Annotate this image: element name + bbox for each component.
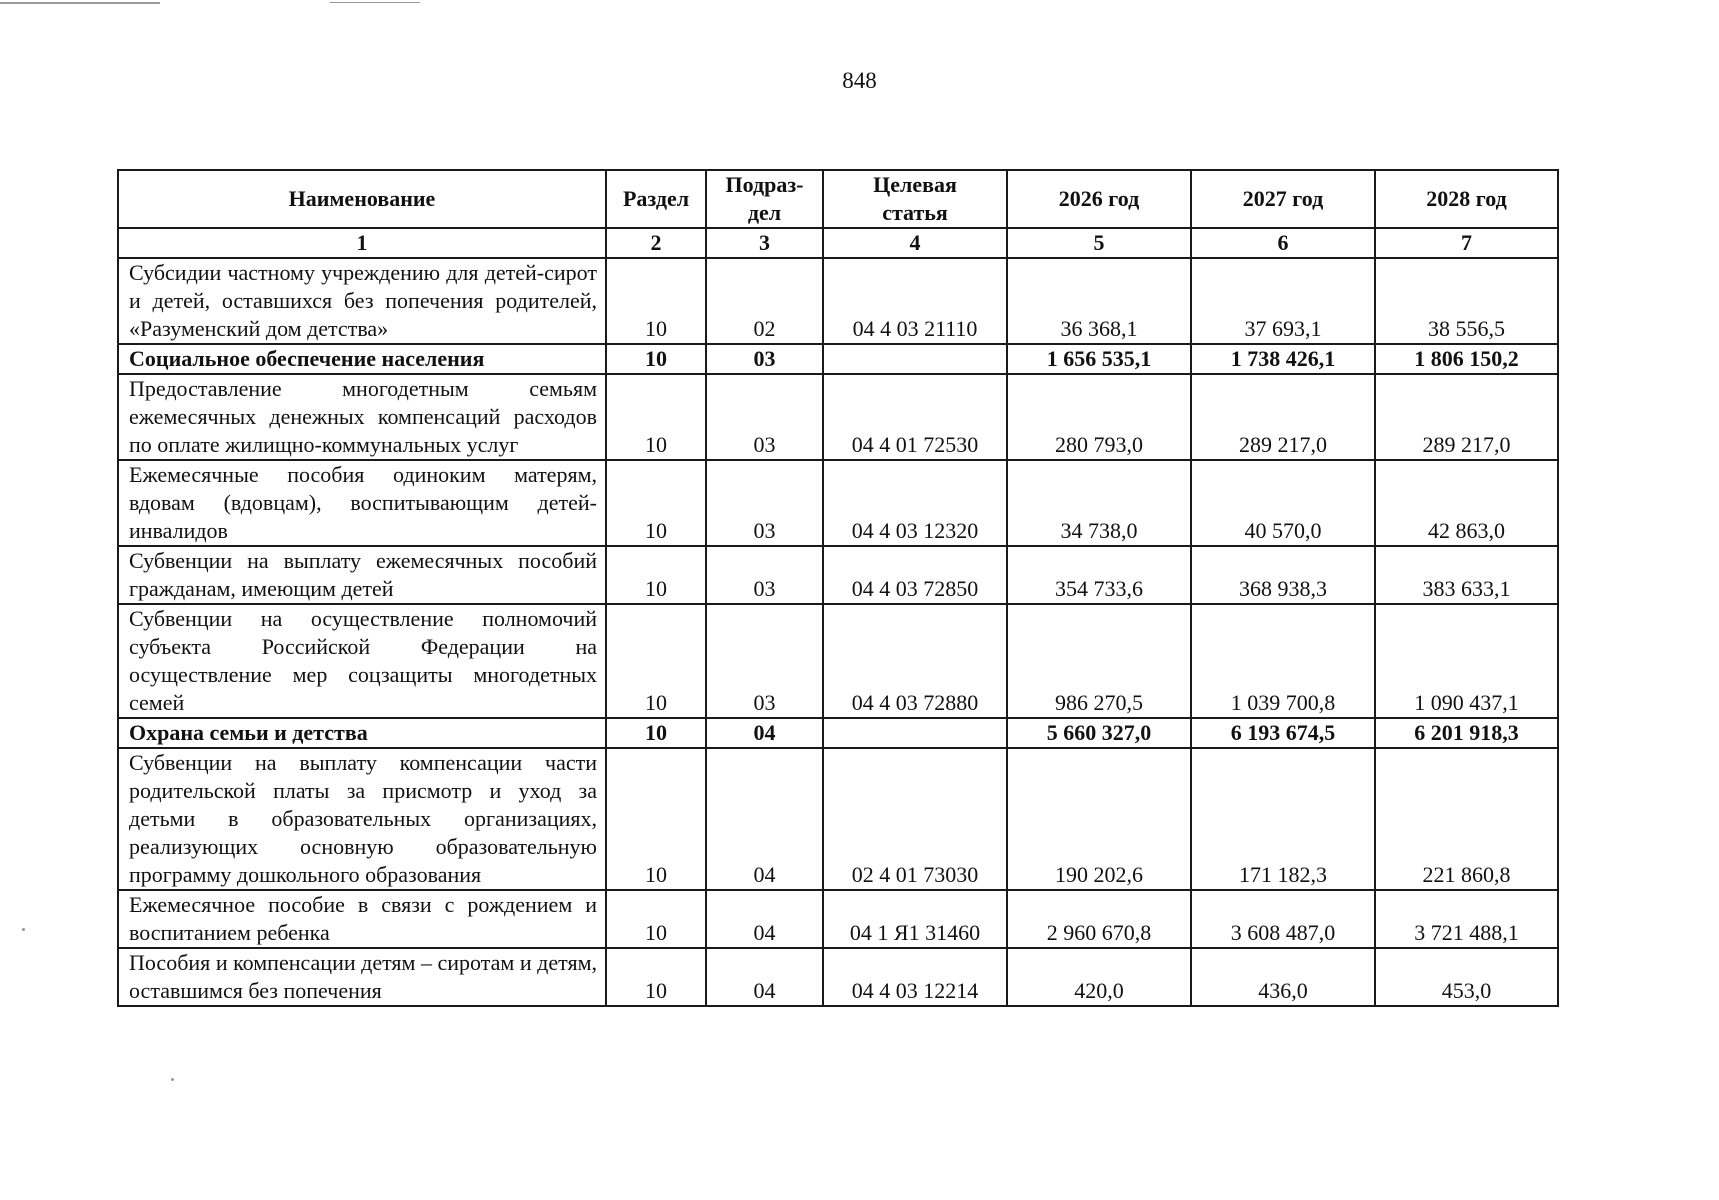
row-2028: 1 806 150,2 (1375, 344, 1558, 374)
table-row (118, 374, 1558, 460)
row-2026: 2 960 670,8 (1007, 890, 1191, 948)
row-2027: 40 570,0 (1191, 460, 1375, 546)
column-number: 7 (1375, 228, 1558, 258)
row-section: 10 (606, 948, 706, 1006)
row-section: 10 (606, 748, 706, 890)
table-row (118, 460, 1558, 546)
header-section: Раздел (606, 170, 706, 228)
row-name: Социальное обеспечение населения (118, 344, 606, 374)
budget-table (117, 169, 1559, 1007)
row-name: Субвенции на выплату ежемесячных пособий гражданам, имеющим детей (118, 546, 606, 604)
row-2026: 280 793,0 (1007, 374, 1191, 460)
scan-artifact-dot (171, 1078, 174, 1081)
row-2028: 38 556,5 (1375, 258, 1558, 344)
row-target: 04 4 03 12320 (823, 460, 1007, 546)
row-name: Субвенции на выплату компенсации части родительской платы за присмотр и уход за детьми в образовательных организациях, реализующих основную образовательную программу дошкольного образования (118, 748, 606, 890)
row-target (823, 344, 1007, 374)
row-section: 10 (606, 374, 706, 460)
row-section: 10 (606, 546, 706, 604)
header-2028: 2028 год (1375, 170, 1558, 228)
row-target: 04 4 01 72530 (823, 374, 1007, 460)
row-subsection: 04 (706, 948, 823, 1006)
row-name: Субсидии частному учреждению для детей-сирот и детей, оставшихся без попечения родителей, «Разуменский дом детства» (118, 258, 606, 344)
column-number-row (118, 228, 1558, 258)
row-subsection: 03 (706, 604, 823, 718)
row-subsection: 03 (706, 374, 823, 460)
row-2027: 289 217,0 (1191, 374, 1375, 460)
row-2027: 171 182,3 (1191, 748, 1375, 890)
row-2027: 1 039 700,8 (1191, 604, 1375, 718)
scan-artifact-dot (22, 928, 25, 931)
row-2027: 37 693,1 (1191, 258, 1375, 344)
header-2027: 2027 год (1191, 170, 1375, 228)
table-row (118, 748, 1558, 890)
row-subsection: 04 (706, 748, 823, 890)
row-subsection: 02 (706, 258, 823, 344)
row-2028: 221 860,8 (1375, 748, 1558, 890)
table-row-subtotal (118, 344, 1558, 374)
row-section: 10 (606, 460, 706, 546)
table-row-subtotal (118, 718, 1558, 748)
column-number: 5 (1007, 228, 1191, 258)
row-2028: 1 090 437,1 (1375, 604, 1558, 718)
scan-artifact-line (0, 2, 160, 4)
row-target (823, 718, 1007, 748)
row-2026: 1 656 535,1 (1007, 344, 1191, 374)
row-section: 10 (606, 258, 706, 344)
page-number: 848 (842, 68, 877, 93)
row-target: 04 4 03 12214 (823, 948, 1007, 1006)
row-2026: 354 733,6 (1007, 546, 1191, 604)
row-section: 10 (606, 890, 706, 948)
column-number: 4 (823, 228, 1007, 258)
row-target: 04 4 03 72880 (823, 604, 1007, 718)
row-2026: 34 738,0 (1007, 460, 1191, 546)
row-section: 10 (606, 718, 706, 748)
row-name: Ежемесячные пособия одиноким матерям, вдовам (вдовцам), воспитывающим детей-инвалидов (118, 460, 606, 546)
row-2026: 190 202,6 (1007, 748, 1191, 890)
row-2026: 986 270,5 (1007, 604, 1191, 718)
row-section: 10 (606, 344, 706, 374)
row-target: 02 4 01 73030 (823, 748, 1007, 890)
row-2027: 3 608 487,0 (1191, 890, 1375, 948)
row-2028: 453,0 (1375, 948, 1558, 1006)
row-2027: 436,0 (1191, 948, 1375, 1006)
row-subsection: 04 (706, 718, 823, 748)
row-target: 04 4 03 21110 (823, 258, 1007, 344)
row-section: 10 (606, 604, 706, 718)
row-2028: 6 201 918,3 (1375, 718, 1558, 748)
row-subsection: 04 (706, 890, 823, 948)
row-name: Предоставление многодетным семьям ежемесячных денежных компенсаций расходов по оплате жилищно-коммунальных услуг (118, 374, 606, 460)
row-subsection: 03 (706, 546, 823, 604)
header-row (118, 170, 1558, 228)
column-number: 3 (706, 228, 823, 258)
table-row (118, 890, 1558, 948)
row-2027: 6 193 674,5 (1191, 718, 1375, 748)
header-2026: 2026 год (1007, 170, 1191, 228)
column-number: 1 (118, 228, 606, 258)
row-name: Ежемесячное пособие в связи с рождением и воспитанием ребенка (118, 890, 606, 948)
header-name: Наименование (118, 170, 606, 228)
table-row (118, 546, 1558, 604)
column-number: 6 (1191, 228, 1375, 258)
row-2026: 36 368,1 (1007, 258, 1191, 344)
table-row (118, 948, 1558, 1006)
row-name: Пособия и компенсации детям – сиротам и детям, оставшимся без попечения (118, 948, 606, 1006)
row-subsection: 03 (706, 460, 823, 546)
row-2028: 289 217,0 (1375, 374, 1558, 460)
column-number: 2 (606, 228, 706, 258)
row-target: 04 1 Я1 31460 (823, 890, 1007, 948)
header-subsection: Подраз-дел (706, 170, 823, 228)
row-2026: 5 660 327,0 (1007, 718, 1191, 748)
row-2027: 368 938,3 (1191, 546, 1375, 604)
row-name: Охрана семьи и детства (118, 718, 606, 748)
scan-artifact-line (330, 2, 420, 3)
row-target: 04 4 03 72850 (823, 546, 1007, 604)
row-2028: 42 863,0 (1375, 460, 1558, 546)
row-2028: 3 721 488,1 (1375, 890, 1558, 948)
table-row (118, 604, 1558, 718)
row-2028: 383 633,1 (1375, 546, 1558, 604)
header-target: Целевая статья (823, 170, 1007, 228)
table-row (118, 258, 1558, 344)
row-2027: 1 738 426,1 (1191, 344, 1375, 374)
row-name: Субвенции на осуществление полномочий субъекта Российской Федерации на осуществление мер соцзащиты многодетных семей (118, 604, 606, 718)
row-2026: 420,0 (1007, 948, 1191, 1006)
row-subsection: 03 (706, 344, 823, 374)
